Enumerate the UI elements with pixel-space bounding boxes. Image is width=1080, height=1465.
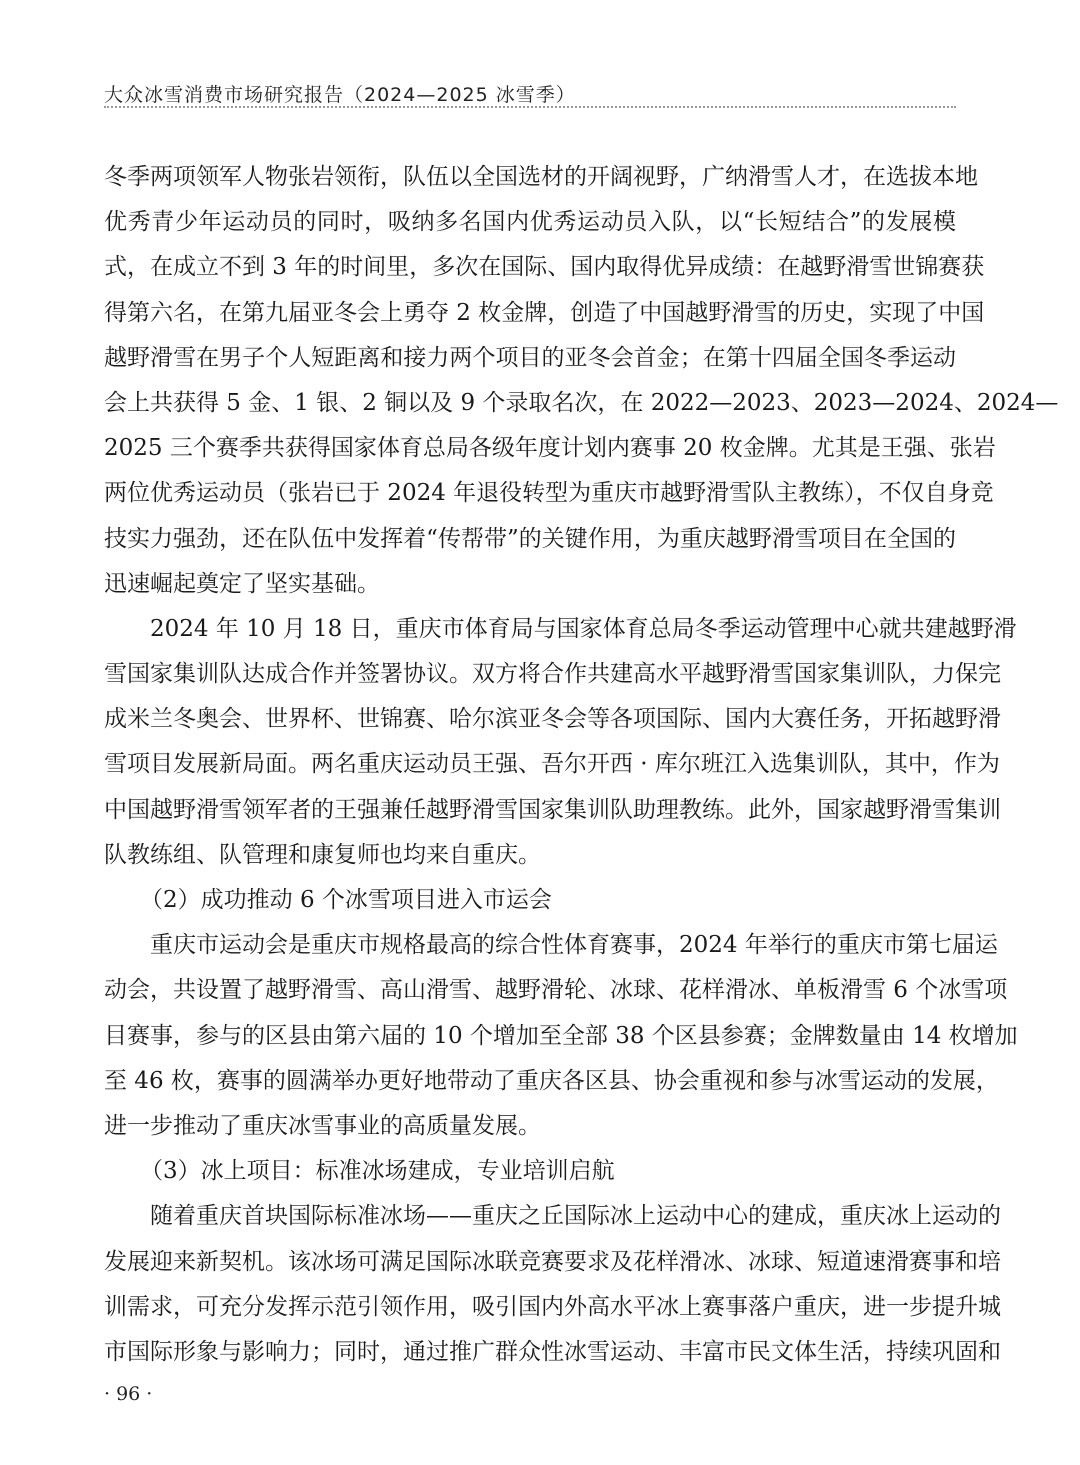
page-body — [104, 155, 1059, 1375]
text-line: 目赛事，参与的区县由第六届的 10 个增加至全部 38 个区县参赛；金牌数量由 14 枚增加 — [104, 1022, 1018, 1049]
text-line: 重庆市运动会是重庆市规格最高的综合性体育赛事，2024 年举行的重庆市第七届运 — [150, 932, 998, 959]
header-divider — [104, 106, 956, 108]
text-line: 进一步推动了重庆冰雪事业的高质量发展。 — [104, 1112, 541, 1139]
text-line: 雪项目发展新局面。两名重庆运动员王强、吾尔开西 · 库尔班江入选集训队，其中，作为 — [104, 751, 1000, 778]
text-line: 冬季两项领军人物张岩领衔，队伍以全国选材的开阔视野，广纳滑雪人才，在选拔本地 — [104, 164, 978, 190]
text-line: 发展迎来新契机。该冰场可满足国际冰联竞赛要求及花样滑冰、冰球、短道速滑赛事和培 — [104, 1248, 1001, 1275]
text-line: 越野滑雪在男子个人短距离和接力两个项目的亚冬会首金；在第十四届全国冬季运动 — [104, 344, 956, 371]
text-line: 成米兰冬奥会、世界杯、世锦赛、哈尔滨亚冬会等各项国际、国内大赛任务，开拓越野滑 — [104, 706, 1001, 733]
section-heading: （3）冰上项目：标准冰场建成，专业培训启航 — [140, 1158, 615, 1185]
text-line: 优秀青少年运动员的同时，吸纳多名国内优秀运动员入队，以“长短结合”的发展模 — [104, 209, 956, 236]
running-header: 大众冰雪消费市场研究报告（2024—2025 冰雪季） — [104, 84, 576, 106]
text-line: 训需求，可充分发挥示范引领作用，吸引国内外高水平冰上赛事落户重庆，进一步提升城 — [104, 1293, 1001, 1320]
text-line: 队教练组、队管理和康复师也均来自重庆。 — [104, 841, 541, 868]
text-line: 会上共获得 5 金、1 银、2 铜以及 9 个录取名次，在 2022—2023、2023—2024、2024— — [104, 389, 1059, 416]
text-line: 随着重庆首块国际标准冰场——重庆之丘国际冰上运动中心的建成，重庆冰上运动的 — [150, 1203, 1001, 1230]
text-line: 2024 年 10 月 18 日，重庆市体育局与国家体育总局冬季运动管理中心就共建越野滑 — [150, 615, 1017, 642]
text-line: 中国越野滑雪领军者的王强兼任越野滑雪国家集训队助理教练。此外，国家越野滑雪集训 — [104, 796, 1001, 823]
text-line: 迅速崛起奠定了坚实基础。 — [104, 570, 380, 597]
page-number: · 96 · — [104, 1383, 153, 1405]
text-line: 两位优秀运动员（张岩已于 2024 年退役转型为重庆市越野滑雪队主教练），不仅自身竞 — [104, 480, 994, 507]
text-line: 雪国家集训队达成合作并签署协议。双方将合作共建高水平越野滑雪国家集训队，力保完 — [104, 661, 1001, 688]
text-line: 式，在成立不到 3 年的时间里，多次在国际、国内取得优异成绩：在越野滑雪世锦赛获 — [104, 254, 985, 281]
text-line: 市国际形象与影响力；同时，通过推广群众性冰雪运动、丰富市民文体生活，持续巩固和 — [104, 1338, 1001, 1365]
text-line: 得第六名，在第九届亚冬会上勇夺 2 枚金牌，创造了中国越野滑雪的历史，实现了中国 — [104, 299, 985, 326]
text-line: 动会，共设置了越野滑雪、高山滑雪、越野滑轮、冰球、花样滑冰、单板滑雪 6 个冰雪项 — [104, 977, 1008, 1004]
section-heading: （2）成功推动 6 个冰雪项目进入市运会 — [140, 887, 552, 913]
text-line: 2025 三个赛季共获得国家体育总局各级年度计划内赛事 20 枚金牌。尤其是王强、张岩 — [104, 435, 996, 462]
text-line: 技实力强劲，还在队伍中发挥着“传帮带”的关键作用，为重庆越野滑雪项目在全国的 — [104, 525, 956, 552]
text-line: 至 46 枚，赛事的圆满举办更好地带动了重庆各区县、协会重视和参与冰雪运动的发展， — [104, 1067, 999, 1094]
